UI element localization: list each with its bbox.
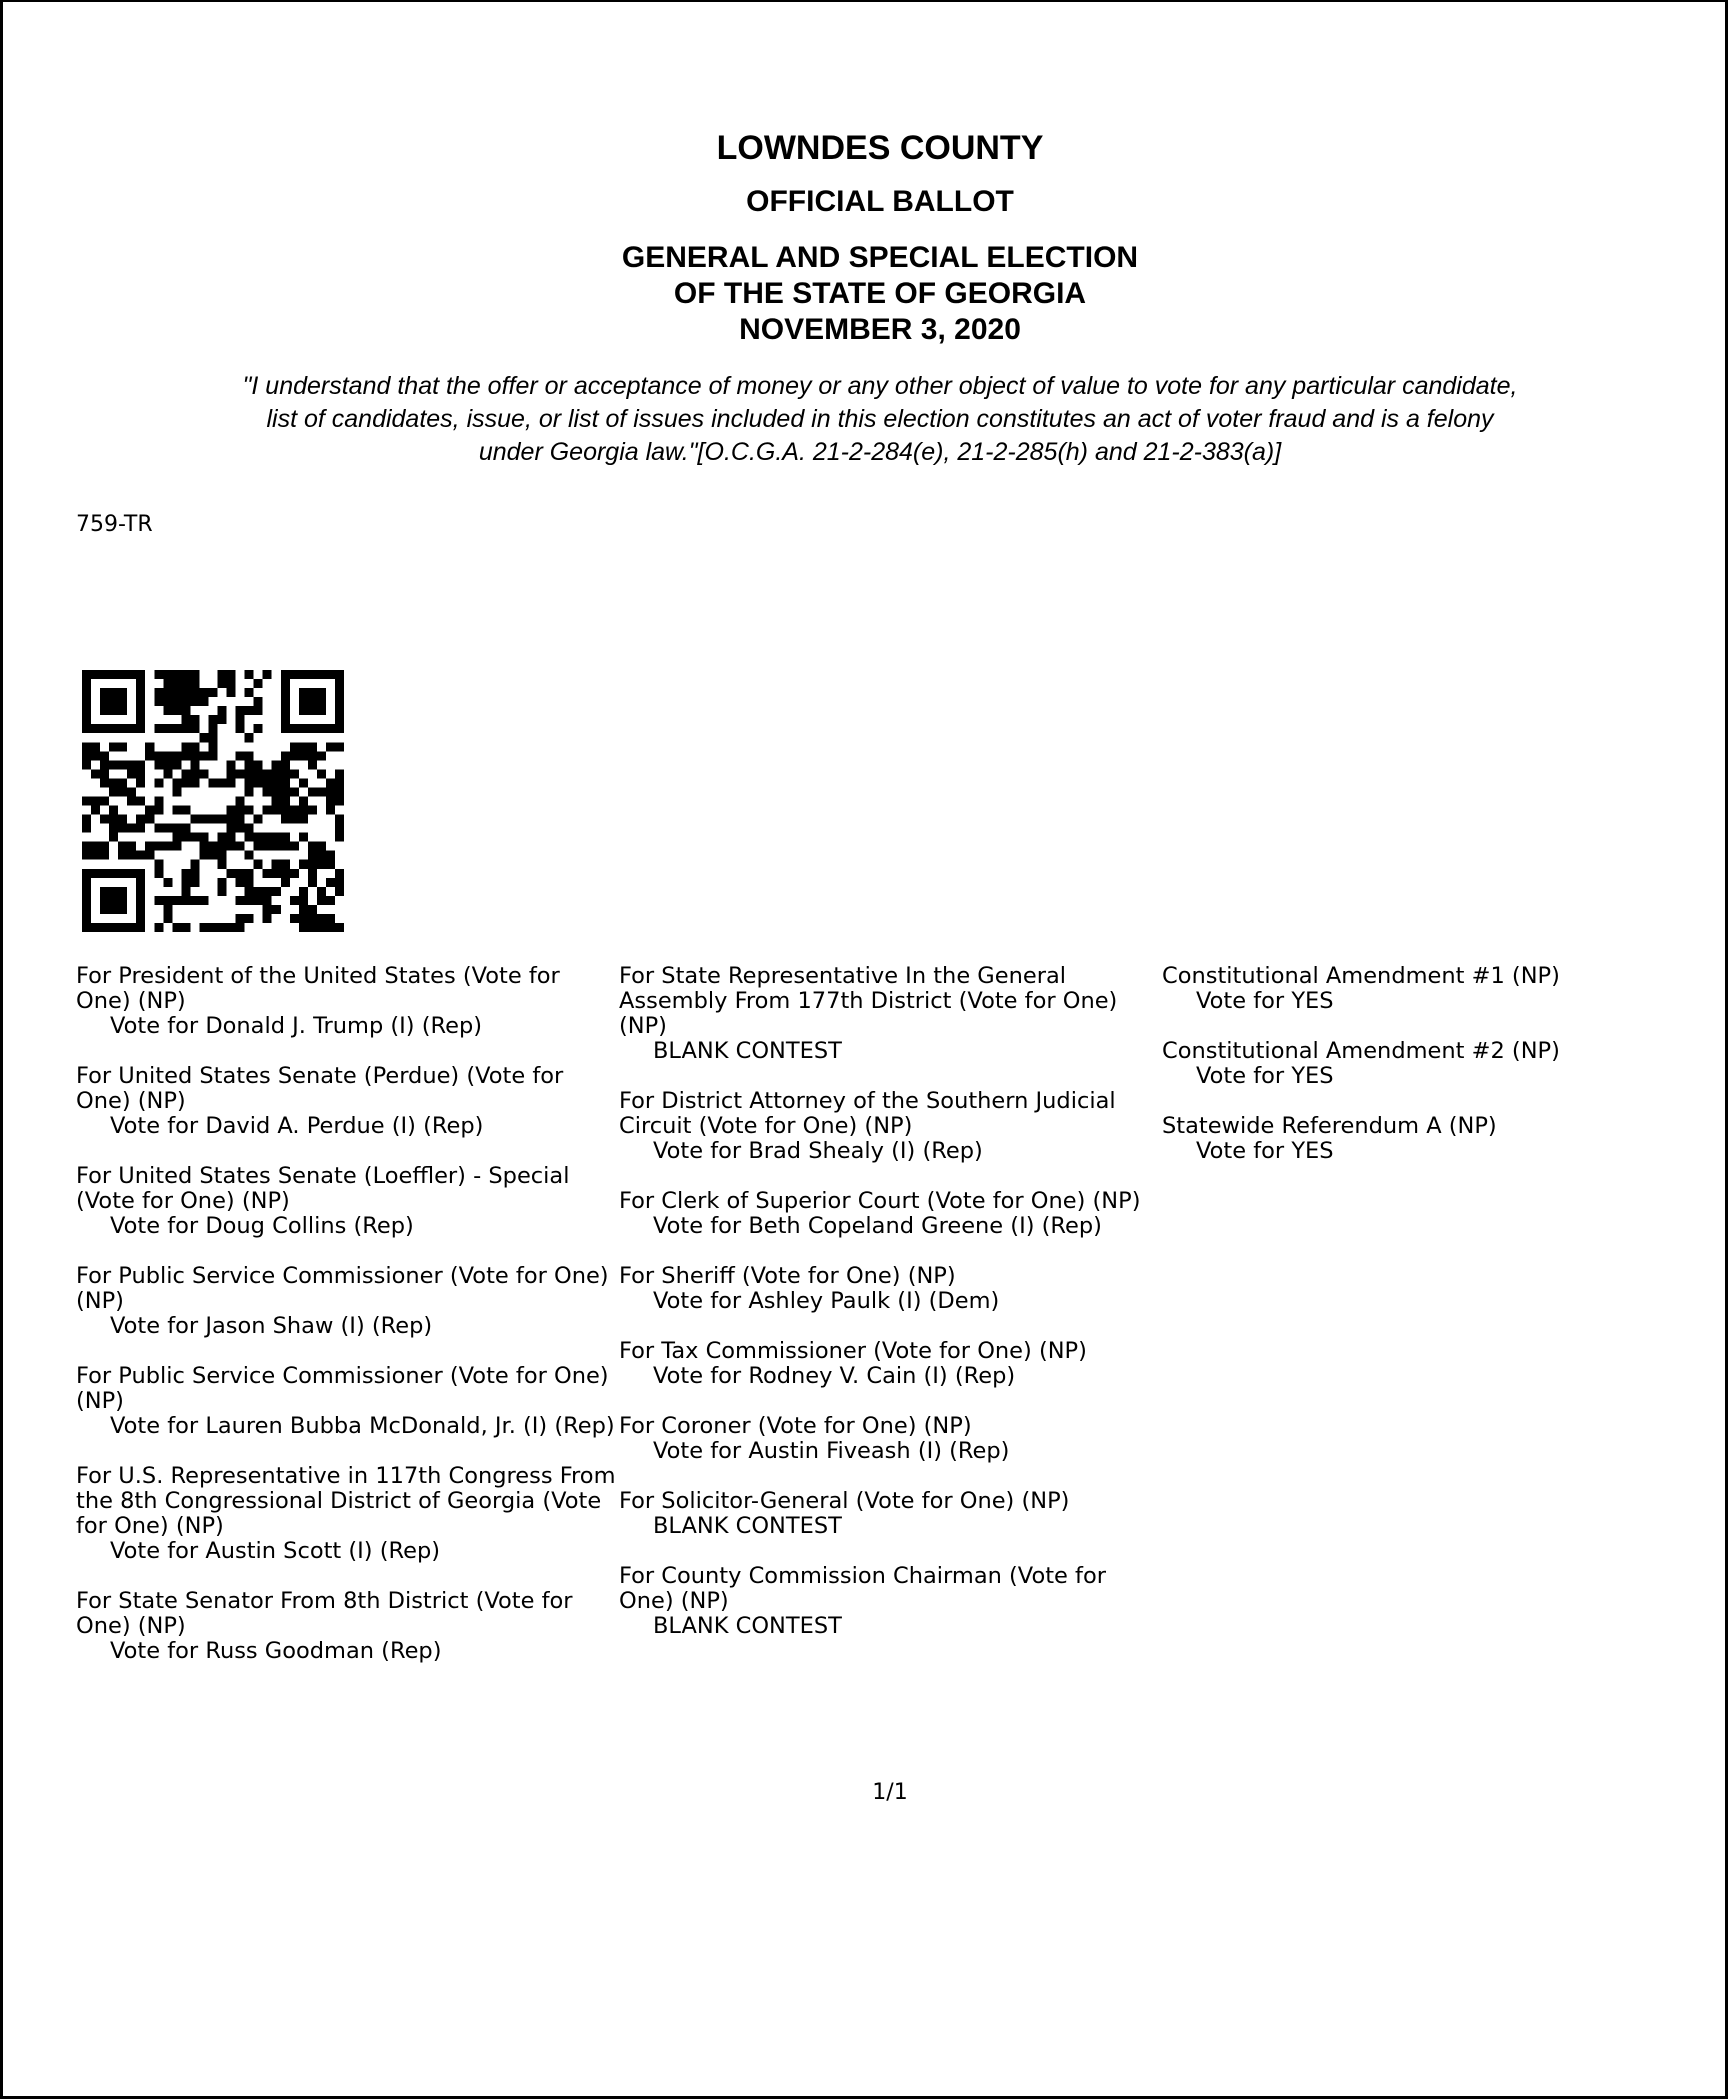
- contest-selection: BLANK CONTEST: [653, 1513, 842, 1539]
- notice-line-2: list of candidates, issue, or list of issues included in this election constitutes an act of voter fraud and is a felony: [266, 405, 1494, 433]
- contest-selection: Vote for Rodney V. Cain (I) (Rep): [653, 1363, 1016, 1389]
- contest-item: [76, 1589, 621, 1664]
- contest-selection: Vote for YES: [1196, 988, 1334, 1014]
- contest-item: [619, 1189, 1164, 1239]
- contest-selection: BLANK CONTEST: [653, 1613, 842, 1639]
- contest-selection: Vote for Doug Collins (Rep): [110, 1213, 414, 1239]
- contest-item: [76, 1164, 621, 1239]
- ballot-type: OFFICIAL BALLOT: [746, 185, 1014, 218]
- contest-selection: Vote for David A. Perdue (I) (Rep): [110, 1113, 484, 1139]
- contest-item: [76, 964, 621, 1039]
- election-line-2: OF THE STATE OF GEORGIA: [673, 277, 1087, 310]
- contest-selection: Vote for Russ Goodman (Rep): [110, 1638, 442, 1664]
- contest-item: [1162, 1114, 1622, 1164]
- contest-selection: Vote for YES: [1196, 1063, 1334, 1089]
- contest-item: [76, 1364, 621, 1439]
- contest-item: [76, 1064, 621, 1139]
- contest-title: For Tax Commissioner (Vote for One) (NP): [619, 1338, 1087, 1364]
- contest-column-3: [1162, 964, 1622, 1189]
- contest-item: [619, 1264, 1164, 1314]
- contest-title: For State Representative In the General Assembly From 177th District (Vote for One) (NP): [619, 963, 1118, 1039]
- page-number: 1/1: [872, 1780, 908, 1805]
- contest-title: Statewide Referendum A (NP): [1162, 1113, 1497, 1139]
- contest-item: [1162, 1039, 1622, 1089]
- contest-selection: Vote for Jason Shaw (I) (Rep): [110, 1313, 433, 1339]
- contest-item: [619, 1089, 1164, 1164]
- contest-selection: BLANK CONTEST: [653, 1038, 842, 1064]
- contest-title: For State Senator From 8th District (Vote for One) (NP): [76, 1588, 573, 1639]
- contest-item: [619, 1339, 1164, 1389]
- contest-item: [1162, 964, 1622, 1014]
- contest-item: [619, 1564, 1164, 1639]
- contest-selection: Vote for YES: [1196, 1138, 1334, 1164]
- election-title: [0, 240, 1728, 348]
- contest-title: For President of the United States (Vote for One) (NP): [76, 963, 560, 1014]
- contest-title: Constitutional Amendment #2 (NP): [1162, 1038, 1560, 1064]
- contest-item: [619, 1489, 1164, 1539]
- precinct-code: 759-TR: [76, 512, 153, 537]
- contest-title: For County Commission Chairman (Vote for One) (NP): [619, 1563, 1106, 1614]
- contest-title: For Clerk of Superior Court (Vote for One) (NP): [619, 1188, 1141, 1214]
- contest-title: For Sheriff (Vote for One) (NP): [619, 1263, 956, 1289]
- contest-title: For Coroner (Vote for One) (NP): [619, 1413, 972, 1439]
- county-title: LOWNDES COUNTY: [716, 129, 1044, 167]
- contest-column-1: [76, 964, 621, 1689]
- notice-line-3: under Georgia law."[O.C.G.A. 21-2-284(e), 21-2-285(h) and 21-2-383(a)]: [478, 438, 1282, 466]
- contest-selection: Vote for Austin Scott (I) (Rep): [110, 1538, 441, 1564]
- contest-title: For United States Senate (Loeffler) - Special (Vote for One) (NP): [76, 1163, 570, 1214]
- contest-item: [76, 1464, 621, 1564]
- qr-code: [76, 670, 350, 932]
- notice-line-1: "I understand that the offer or acceptance of money or any other object of value to vote for any particular candidate,: [242, 372, 1518, 400]
- contest-selection: Vote for Donald J. Trump (I) (Rep): [110, 1013, 483, 1039]
- contest-title: For District Attorney of the Southern Judicial Circuit (Vote for One) (NP): [619, 1088, 1116, 1139]
- contest-selection: Vote for Beth Copeland Greene (I) (Rep): [653, 1213, 1102, 1239]
- contest-selection: Vote for Lauren Bubba McDonald, Jr. (I) (Rep): [110, 1413, 615, 1439]
- ballot-header: [0, 128, 1728, 348]
- contest-selection: Vote for Brad Shealy (I) (Rep): [653, 1138, 983, 1164]
- contest-column-2: [619, 964, 1164, 1664]
- election-line-1: GENERAL AND SPECIAL ELECTION: [621, 241, 1139, 274]
- voter-fraud-notice: [60, 370, 1700, 469]
- contest-item: [619, 1414, 1164, 1464]
- contest-title: For Public Service Commissioner (Vote for One) (NP): [76, 1263, 609, 1314]
- contest-title: Constitutional Amendment #1 (NP): [1162, 963, 1560, 989]
- contest-selection: Vote for Ashley Paulk (I) (Dem): [653, 1288, 1000, 1314]
- contest-title: For Solicitor-General (Vote for One) (NP): [619, 1488, 1070, 1514]
- contest-item: [619, 964, 1164, 1064]
- election-date: NOVEMBER 3, 2020: [739, 313, 1021, 346]
- contest-item: [76, 1264, 621, 1339]
- contest-title: For U.S. Representative in 117th Congress From the 8th Congressional District of Georgia (Vote for One) (NP): [76, 1463, 616, 1539]
- contest-title: For United States Senate (Perdue) (Vote for One) (NP): [76, 1063, 564, 1114]
- contest-title: For Public Service Commissioner (Vote for One) (NP): [76, 1363, 609, 1414]
- contest-selection: Vote for Austin Fiveash (I) (Rep): [653, 1438, 1010, 1464]
